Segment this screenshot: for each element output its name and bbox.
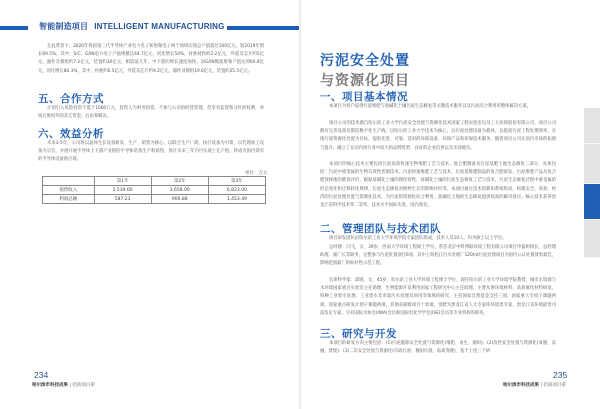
table-header-row <box>43 177 266 186</box>
side-tab[interactable] <box>584 220 600 258</box>
side-tab-active[interactable] <box>584 184 600 220</box>
footer-right: 哈尔滨市科技成果 | 招商项目册 <box>503 383 566 388</box>
right-section3-title: 三、研究与开发 <box>320 328 397 340</box>
table-cell: 3,658.00 <box>151 186 208 195</box>
table-header-cell: 第2年 <box>151 177 208 186</box>
side-tab[interactable] <box>584 108 600 144</box>
section-header-en: INTELLIGENT MANUFACTURING <box>94 22 225 31</box>
right-section2-p2: 总经理：闫飞，女，39岁，西南大学环境工程硕士学位，曾任北京中科博联环境工程有限公司项目申报组组长、总经理助理、副厂长等职务，完整参与污泥处置项目6项，其中上海松江污水处理厂120t/d污泥处理项目为国内公认处置效果最佳，影响范围最广的标杆性示范工程。 <box>320 245 556 267</box>
table-cell: 销售收入 <box>43 186 95 195</box>
section-header <box>37 21 227 32</box>
project-title-line2: 与资源化项目 <box>320 73 410 89</box>
right-section2-p3: 首席科学家：邱晴，女，45岁，哈尔滨工业大学环境工程博士学位，现任哈尔滨工业大学环境学院教授，城市水资源与水环境国家重点实验室主任助理，生物能源开发利用国家工程研究中心主任助理，主要从事环境材料、高效催化材料研发、特种工业废水处理、工业废水及市政污水处理及回用等领域的研究，主持国家自然基金支持三项，国家重大专项子课题两项，国家重点研发计划子课题两项，其他省部级项目十余项。受聘为黑龙江省人大专家库环境类专家，黑龙江省环境损害司法鉴定专家，另有国际水协会(IWA)会员和国际电化学学会(ISE)会员等专业机构的职务。 <box>320 278 556 316</box>
table-row <box>43 195 266 204</box>
table-unit: 单位：万元 <box>245 171 268 176</box>
table-header-cell: 第3年 <box>208 177 265 186</box>
project-title-line1: 污泥安全处置 <box>320 53 410 69</box>
table-cell: 6,823.00 <box>208 186 265 195</box>
section-header-cn: 智能制造项目 <box>39 22 89 31</box>
side-tabs <box>584 108 600 258</box>
footer-section: 招商项目册 <box>543 383 566 388</box>
right-section1-title: 一、项目基本情况 <box>320 91 408 103</box>
right-section2-title: 二、管理团队与技术团队 <box>320 223 441 235</box>
table-cell: 587.23 <box>94 195 151 204</box>
intro-paragraph: 在此背景下，2020年我国第三代半导体产业电力电子和射频电子两个领域实现总产值超过100亿元，较2019年增长69.5%，其中，SiC、GAN电力电子产值规模达44.7亿元，同比增长54%，衬底材料约2.2亿元，外延及芯片约5亿元，器件及模组约7.2亿元，装置约30亿元，相较前几年，中下游的增长速度加快。而GAN微波射频产值达到60.8亿元，同比增长80.3%，其中，衬底约6.5亿元，外延及芯片约9.2亿元，器件及模组19.6亿元，装置约25.5亿元。 <box>38 44 264 74</box>
right-section2-p1: 项目研发团队由哈尔滨工业大学环境学院专家团队组成，技术人员10人，均为硕士以上学历。 <box>329 236 507 241</box>
table-header-cell: 第1年 <box>94 177 151 186</box>
side-tab[interactable] <box>584 144 600 184</box>
header-bar-left <box>0 26 28 30</box>
table-row <box>43 186 266 195</box>
section5-title: 五、合作方式 <box>38 93 104 105</box>
section6-title: 六、效益分析 <box>38 128 104 140</box>
footer-section: 招商项目册 <box>72 383 95 388</box>
footer-publication: 哈尔滨市科技成果 <box>32 383 68 388</box>
page-number-right: 235 <box>553 370 568 380</box>
section6-text: 未来3-5年，公司将以晶体生长设备研发、生产、销售为核心，以联合生产厂商、执行设备为引领，以代理加工设备为宗旨，并展开通半导体上下游产业链的半导体装备生产和销售，预计未来三年内可实现上亿产值，转成为国内领军的半导体设备供应商。 <box>38 141 264 163</box>
table-header-cell <box>43 177 95 186</box>
table-cell: 1,453.49 <box>208 195 265 204</box>
table-cell: 900.88 <box>151 195 208 204</box>
table-cell: 利润总额 <box>43 195 95 204</box>
benefit-table <box>42 176 266 204</box>
section5-text: 计划引入风险投资不低于1000万元，投资人为财务投资，不参与公司的经营管理，但享有监督和分红的权利，单间后股权外的其它资金，后由筹解决。 <box>38 106 264 120</box>
footer-left: 哈尔滨市科技成果 | 招商项目册 <box>32 383 95 388</box>
right-section3-p1: 本项目的研发方向主要包括：(1)污泥脱除安全处置与资源化(堆肥、再生、烟闷)；(2)改性安全处置与资源化(氧脱、冻融、焚烧)；(3)二次安全处置与资源化(市政污泥、餐厨垃圾、畜禽粪便)，基于上述三个研 <box>320 341 556 355</box>
page-number-left: 234 <box>34 370 49 380</box>
right-section1-p2: 项目公司的技术源自哈尔滨工业大学污泥安全处置与资源化技术国家工程实验室以及工大环境股份有限公司，项目公司拥有完善设备及制造数字化生产线，以哈尔滨工业大学技术为核心，以污泥处理设备为载体，以提高污泥工程处理效率，实现污泥资源化处置为目标，提供先进、可靠、适用的环保设备、环保产品和环保技术服务，随着项目公司在国内市场的拓展与提升，确立了在国内同行业中较大的品牌优势、良好的企业信誉以及市场地位。 <box>320 121 556 151</box>
right-section1-p1: 本项目为客户提供污泥堆肥与盐碱化土壤污泥生态修复等关键技术服务以及污泥综合利用的整体解决方案。 <box>329 104 531 109</box>
right-section1-p3: 本项目的核心技术主要包括污泥高效快速生物堆肥工艺与技术、复合肥制备及污泥基肥土地生态修复三部分，具体包括：污泥中重金属的生物有效性控制技术，污泥快速堆肥工艺与技术，污泥基堆肥制品的复合肥研发，污泥堆肥产品及复合肥效林地的肥效评价，跟踪盐碱化土壤的理化特性，盐碱化土壤的污泥生态修复工艺与技术，污泥生态修复过程中重金属的形态变化和迁移转化规律，污泥生态修复对植物生长的影响评价等。本项目通过技术创新和系统集成，构建安全、高效、经济的污泥处理处置与资源化技术，为污泥的资源化综合利用、盐碱化土地的生态修复提供高效的解决途径。核心技术获得黑龙江省科学技术奖二等奖，技术水平国际先进、国内领先。 <box>320 162 556 209</box>
footer-publication: 哈尔滨市科技成果 <box>503 383 539 388</box>
table-cell: 2,539.00 <box>94 186 151 195</box>
